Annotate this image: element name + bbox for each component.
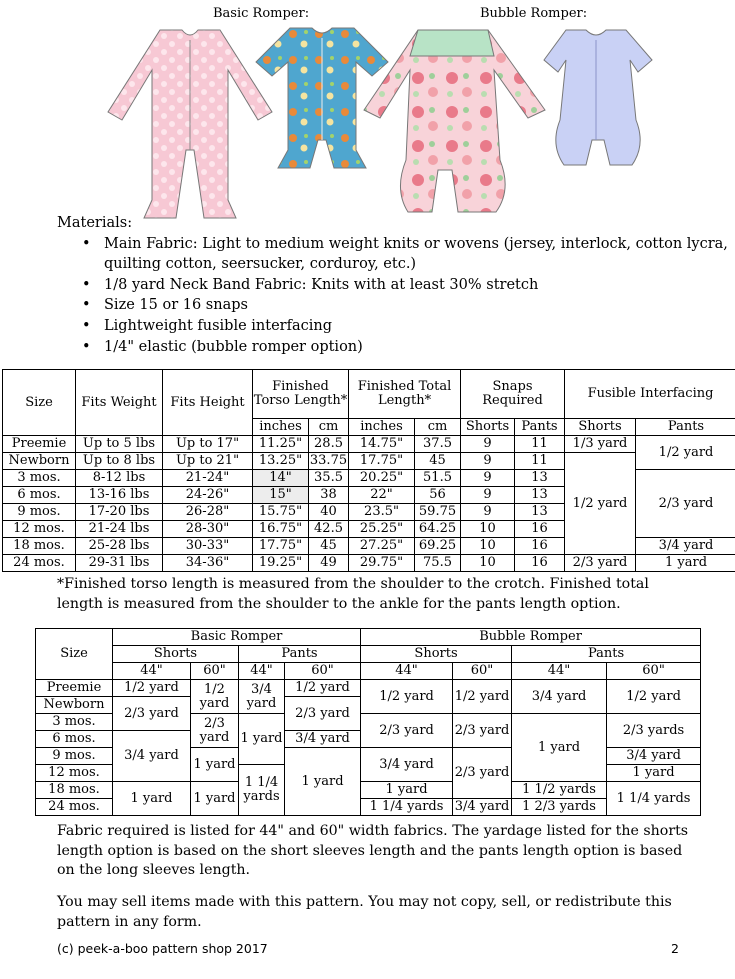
cell: 1 1/4 yards — [361, 799, 453, 816]
cell: 12 mos. — [3, 521, 76, 538]
cell: 11.25" — [253, 436, 309, 453]
cell: 1/3 yard — [565, 436, 636, 453]
subheader-pants: Pants — [515, 419, 565, 436]
cell: 42.5 — [309, 521, 349, 538]
bubble-romper-heading: Bubble Romper: — [480, 6, 588, 21]
cell: 2/3 yard — [285, 697, 361, 731]
cell: 1 yard — [285, 748, 361, 816]
cell: 11 — [515, 453, 565, 470]
cell: 17-20 lbs — [76, 504, 163, 521]
table-row — [36, 680, 701, 697]
cell: 17.75" — [349, 453, 415, 470]
cell: 64.25 — [415, 521, 461, 538]
cell: 1 yard — [512, 714, 607, 782]
cell: 2/3 yard — [361, 714, 453, 748]
table-row — [3, 436, 735, 453]
pink-dotted-romper-illustration — [108, 30, 272, 218]
cell: 10 — [461, 538, 515, 555]
cell: 9 — [461, 504, 515, 521]
cell: 75.5 — [415, 555, 461, 572]
cell: 25.25" — [349, 521, 415, 538]
material-interfacing: • Lightweight fusible interfacing — [104, 316, 728, 337]
cell: 13 — [515, 487, 565, 504]
cell: 1/2 yard — [453, 680, 512, 714]
cell: 59.75 — [415, 504, 461, 521]
subheader-pants: Pants — [636, 419, 735, 436]
width-60: 60" — [191, 663, 239, 680]
header-fits-height: Fits Height — [163, 370, 253, 436]
cell: 13-16 lbs — [76, 487, 163, 504]
cell: Up to 5 lbs — [76, 436, 163, 453]
cell: 1 yard — [361, 782, 453, 799]
cell: 3/4 yard — [636, 538, 735, 555]
cell: 18 mos. — [36, 782, 113, 799]
cell: 3 mos. — [36, 714, 113, 731]
width-60: 60" — [285, 663, 361, 680]
fabric-header-size: Size — [36, 629, 113, 680]
cell: 28.5 — [309, 436, 349, 453]
cell: 19.25" — [253, 555, 309, 572]
cell: 16.75" — [253, 521, 309, 538]
romper-illustrations — [0, 0, 735, 225]
material-snaps: • Size 15 or 16 snaps — [104, 295, 728, 316]
lavender-bubble-romper-illustration — [544, 30, 652, 165]
width-44: 44" — [361, 663, 453, 680]
width-44: 44" — [512, 663, 607, 680]
table-row — [3, 555, 735, 572]
cell: 1 yard — [113, 782, 191, 816]
cell: 13 — [515, 504, 565, 521]
note-finished-length: *Finished torso length is measured from the shoulder to the crotch. Finished total length is measured from the shoulder to the ankle for the pants length option. — [57, 576, 649, 612]
fabric-requirements-table — [35, 628, 701, 816]
cell: 16 — [515, 555, 565, 572]
subheader-shorts: Shorts — [461, 419, 515, 436]
cell: 8-12 lbs — [76, 470, 163, 487]
cell: Up to 21" — [163, 453, 253, 470]
cell: 24 mos. — [36, 799, 113, 816]
cell: 21-24" — [163, 470, 253, 487]
cell: 17.75" — [253, 538, 309, 555]
cell: 12 mos. — [36, 765, 113, 782]
cell: 3/4 yard — [285, 731, 361, 748]
cell: 1/2 yard — [607, 680, 701, 714]
cell: 11 — [515, 436, 565, 453]
cell: 24 mos. — [3, 555, 76, 572]
cell: 1 yard — [191, 748, 239, 782]
cell: Up to 8 lbs — [76, 453, 163, 470]
width-44: 44" — [239, 663, 285, 680]
cell: 1/2 yard — [636, 436, 735, 470]
size-chart-table — [2, 369, 735, 572]
material-elastic: • 1/4" elastic (bubble romper option) — [104, 337, 728, 358]
header-fits-weight: Fits Weight — [76, 370, 163, 436]
cell: 56 — [415, 487, 461, 504]
cell: 18 mos. — [3, 538, 76, 555]
cell: 2/3 yard — [453, 714, 512, 748]
cell: 69.25 — [415, 538, 461, 555]
cell: 26-28" — [163, 504, 253, 521]
subheader-cm: cm — [309, 419, 349, 436]
subheader-shorts: Shorts — [565, 419, 636, 436]
cell: 33.75 — [309, 453, 348, 468]
cell: 3/4 yard — [512, 680, 607, 714]
cell: 40 — [309, 504, 349, 521]
cell: 1 2/3 yards — [512, 799, 607, 816]
cell: 1/2 yard — [113, 680, 191, 697]
cell: 30-33" — [163, 538, 253, 555]
cell: 10 — [461, 521, 515, 538]
cell: 1/2 yard — [191, 680, 239, 714]
width-60: 60" — [453, 663, 512, 680]
cell: Newborn — [36, 697, 113, 714]
cell: 13.25" — [253, 453, 309, 470]
cell: Preemie — [3, 436, 76, 453]
cell: 28-30" — [163, 521, 253, 538]
cell: 3/4 yard — [239, 680, 285, 714]
cell: 1/2 yard — [361, 680, 453, 714]
cell: 37.5 — [415, 436, 461, 453]
cell: 3/4 yard — [453, 799, 512, 816]
cell: 3 mos. — [3, 470, 76, 487]
cell: 9 — [461, 470, 515, 487]
cell: 1/2 yard — [565, 453, 636, 555]
cell: 29-31 lbs — [76, 555, 163, 572]
material-main-fabric: • Main Fabric: Light to medium weight knits or wovens (jersey, interlock, cotton lycra, quilting cotton, seersucker, corduroy, etc.) — [104, 234, 728, 275]
cell: 9 — [461, 436, 515, 453]
cell: 3/4 yard — [113, 731, 191, 782]
cell: 3/4 yard — [607, 748, 701, 765]
cell: 15" — [253, 487, 309, 504]
cell: 1 1/4 yards — [239, 765, 285, 816]
fabric-header-shorts: Shorts — [113, 646, 239, 663]
note-selling-policy: You may sell items made with this pattern. You may not copy, sell, or redistribute this pattern in any form. — [57, 894, 672, 930]
cell: 10 — [461, 555, 515, 572]
floral-bubble-romper-illustration — [364, 30, 545, 212]
cell: 51.5 — [415, 470, 461, 487]
cell: 27.25" — [349, 538, 415, 555]
table-row — [3, 453, 735, 470]
table-row — [36, 782, 701, 799]
cell: 16 — [515, 538, 565, 555]
cell: 35.5 — [309, 470, 349, 487]
materials-title: Materials: — [57, 215, 133, 231]
cell: 2/3 yard — [191, 714, 239, 748]
cell: 6 mos. — [36, 731, 113, 748]
cell: 49 — [309, 555, 349, 572]
cell: 24-26" — [163, 487, 253, 504]
cell: Newborn — [3, 453, 76, 470]
materials-section — [57, 213, 728, 357]
cell: 45 — [415, 453, 461, 470]
header-fusible: Fusible Interfacing — [565, 370, 735, 419]
cell: Up to 17" — [163, 436, 253, 453]
cell: 9 mos. — [36, 748, 113, 765]
header-total-length: Finished Total Length* — [349, 370, 461, 419]
cell: 1/2 yard — [285, 680, 361, 697]
subheader-inches: inches — [253, 419, 309, 436]
cell: 2/3 yard — [453, 748, 512, 799]
cell: 13 — [515, 470, 565, 487]
material-neck-band: • 1/8 yard Neck Band Fabric: Knits with at least 30% stretch — [104, 275, 728, 296]
cell: 1 yard — [191, 782, 239, 816]
fabric-header-bubble: Bubble Romper — [361, 629, 701, 646]
cell: 23.5" — [349, 504, 415, 521]
cell: 38 — [309, 487, 349, 504]
cell: 1 yard — [636, 555, 735, 572]
fabric-header-pants: Pants — [239, 646, 361, 663]
basic-romper-heading: Basic Romper: — [213, 6, 310, 21]
header-torso-length: Finished Torso Length* — [253, 370, 349, 419]
cell: 2/3 yards — [607, 714, 701, 748]
cell: 3/4 yard — [361, 748, 453, 782]
cell: Preemie — [36, 680, 113, 697]
cell: 2/3 yard — [565, 555, 636, 572]
cell: 14.75" — [349, 436, 415, 453]
cell: 1 1/4 yards — [607, 782, 701, 816]
cell: 9 — [461, 487, 515, 504]
fabric-header-basic: Basic Romper — [113, 629, 361, 646]
page-number: 2 — [671, 941, 679, 956]
cell: 9 — [461, 453, 515, 470]
width-44: 44" — [113, 663, 191, 680]
fabric-header-shorts: Shorts — [361, 646, 512, 663]
cell: 2/3 yard — [113, 697, 191, 731]
footer-copyright: (c) peek-a-boo pattern shop 2017 — [57, 941, 268, 956]
fabric-header-pants: Pants — [512, 646, 701, 663]
blue-chicken-romper-illustration — [256, 28, 388, 168]
cell: 20.25" — [349, 470, 415, 487]
cell: 25-28 lbs — [76, 538, 163, 555]
cell: 16 — [515, 521, 565, 538]
cell: 1 1/2 yards — [512, 782, 607, 799]
cell: 14" — [253, 470, 309, 487]
subheader-inches: inches — [349, 419, 415, 436]
cell: 9 mos. — [3, 504, 76, 521]
cell: 29.75" — [349, 555, 415, 572]
subheader-cm: cm — [415, 419, 461, 436]
cell: 1 yard — [239, 714, 285, 765]
cell: 6 mos. — [3, 487, 76, 504]
cell: 1 yard — [607, 765, 701, 782]
cell: 22" — [349, 487, 415, 504]
cell: 2/3 yard — [636, 470, 735, 538]
cell: 34-36" — [163, 555, 253, 572]
header-snaps: Snaps Required — [461, 370, 565, 419]
header-size: Size — [3, 370, 76, 436]
cell: 15.75" — [253, 504, 309, 521]
note-fabric-required: Fabric required is listed for 44" and 60" width fabrics. The yardage listed for the shorts length option is based on the short sleeves length and the pants length option is based on the long sleeves length. — [57, 823, 689, 878]
width-60: 60" — [607, 663, 701, 680]
cell: 45 — [309, 538, 349, 555]
cell: 21-24 lbs — [76, 521, 163, 538]
